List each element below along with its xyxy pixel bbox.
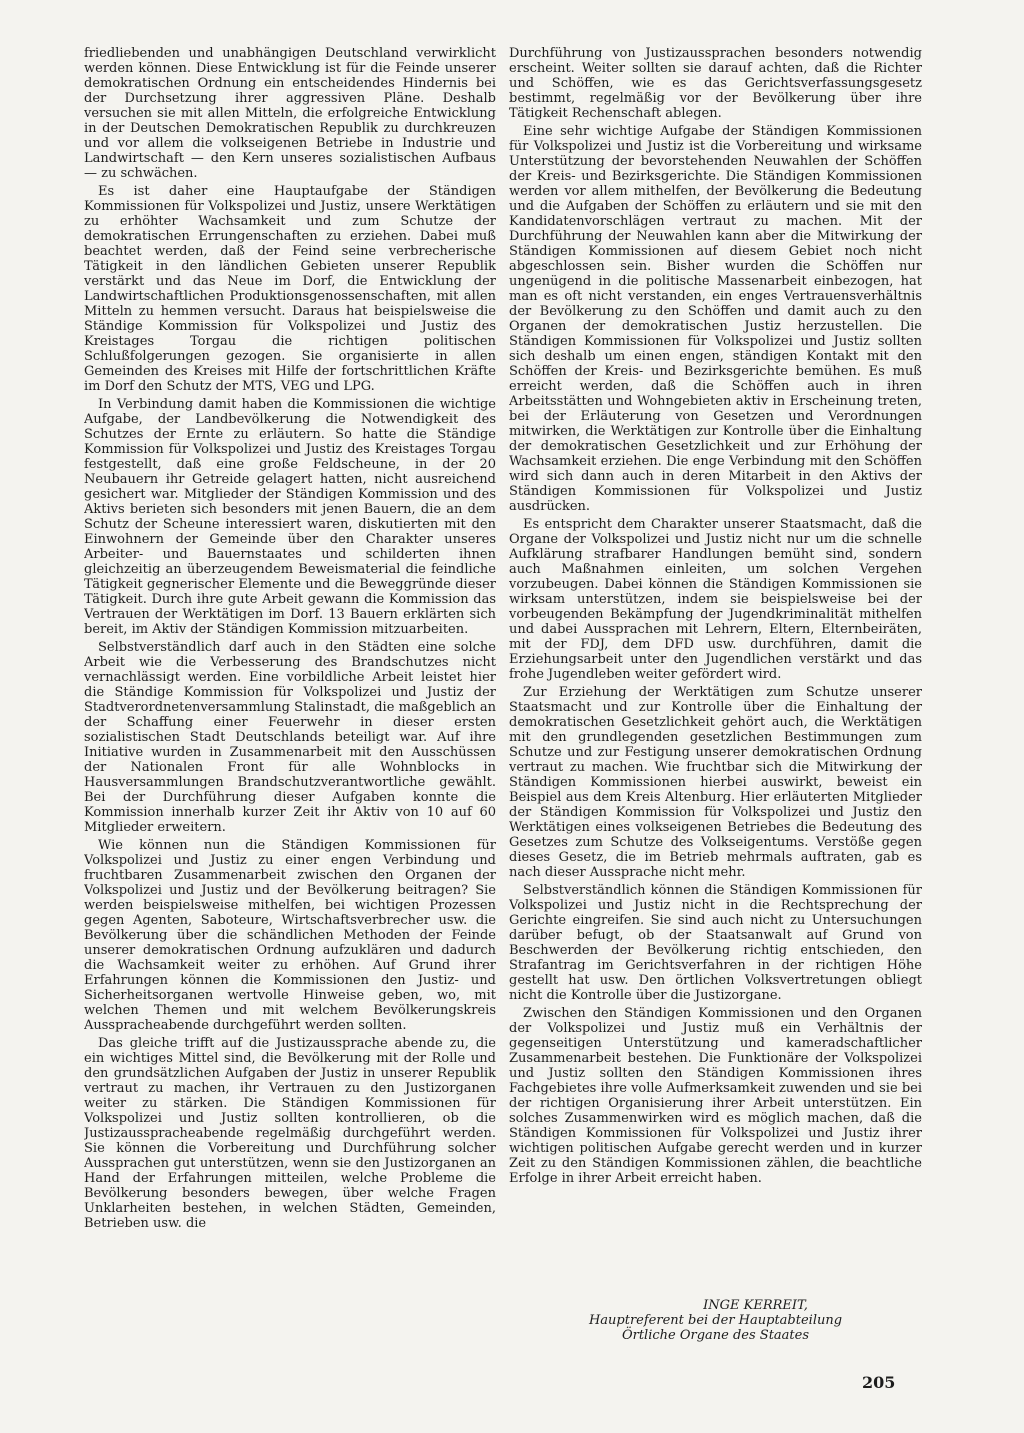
- paragraph: Selbstverständlich darf auch in den Städten eine solche Arbeit wie die Verbesserung des Brandschutzes nicht vernachlässigt werden. Eine vorbildliche Arbeit leistet hier die Ständige Kommission für Volkspolizei und Justiz der Stadtverordnetenversammlung Stalinstadt, die maßgeblich an der Schaffung einer Feuerwehr in dieser ersten sozialistischen Stadt Deutschlands beteiligt war. Auf ihre Initiative wurden in Zusammenarbeit mit den Ausschüssen der Nationalen Front für alle Wohnblocks in Hausversammlungen Brandschutzverantwortliche gewählt. Bei der Durchführung dieser Aufgaben konnte die Kommission innerhalb kurzer Zeit ihr Aktiv von 10 auf 60 Mitglieder erweitern.: [84, 640, 496, 835]
- paragraph: Das gleiche trifft auf die Justizaussprache abende zu, die ein wichtiges Mittel sind, die Bevölkerung mit der Rolle und den grundsätzlichen Aufgaben der Justiz in unserer Republik vertraut zu machen, ihr Vertrauen zu den Justizorganen weiter zu stärken. Die Ständigen Kommissionen für Volkspolizei und Justiz sollten kontrollieren, ob die Justizausspracheabende regelmäßig durchgeführt werden. Sie können die Vorbereitung und Durchführung solcher Aussprachen gut unterstützen, wenn sie den Justizorganen an Hand der Erfahrungen mitteilen, welche Probleme die Bevölkerung besonders bewegen, über welche Fragen Unklarheiten bestehen, in welchen Städten, Gemeinden, Betrieben usw. die: [84, 1036, 496, 1231]
- author-department: Örtliche Organe des Staates: [621, 1328, 810, 1343]
- paragraph: Eine sehr wichtige Aufgabe der Ständigen Kommissionen für Volkspolizei und Justiz ist die Vorbereitung und wirksame Unterstützung der bevorstehenden Neuwahlen der Schöffen der Kreis- und Bezirksgerichte. Die Ständigen Kommissionen werden vor allem mithelfen, der Bevölkerung die Bedeutung und die Aufgaben der Schöffen zu erläutern und sie mit den Kandidatenvorschlägen vertraut zu machen. Mit der Durchführung der Neuwahlen kann aber die Mitwirkung der Ständigen Kommissionen auf diesem Gebiet noch nicht abgeschlossen sein. Bisher wurden die Schöffen nur ungenügend in die politische Massenarbeit einbezogen, hat man es oft nicht verstanden, ein enges Vertrauensverhältnis der Bevölkerung zu den Schöffen und damit auch zu den Organen der demokratischen Justiz herzustellen. Die Ständigen Kommissionen für Volkspolizei und Justiz sollten sich deshalb um einen engen, ständigen Kontakt mit den Schöffen der Kreis- und Bezirksgerichte bemühen. Es muß erreicht werden, daß die Schöffen auch in ihren Arbeitsstätten und Wohngebieten aktiv in Erscheinung treten, bei der Erläuterung von Gesetzen und Verordnungen mitwirken, die Werktätigen zur Kontrolle über die Einhaltung der demokratischen Gesetzlichkeit und zur Erhöhung der Wachsamkeit erziehen. Die enge Verbindung mit den Schöffen wird sich dann auch in deren Mitarbeit in den Aktivs der Ständigen Kommissionen für Volkspolizei und Justiz ausdrücken.: [509, 124, 922, 514]
- paragraph: Durchführung von Justizaussprachen besonders notwendig erscheint. Weiter sollten sie darauf achten, daß die Richter und Schöffen, wie es das Gerichtsverfassungsgesetz bestimmt, regelmäßig vor der Bevölkerung über ihre Tätigkeit Rechenschaft ablegen.: [509, 46, 922, 121]
- paragraph: Zur Erziehung der Werktätigen zum Schutze unserer Staatsmacht und zur Kontrolle über die Einhaltung der demokratischen Gesetzlichkeit gehört auch, die Werktätigen mit den grundlegenden gesetzlichen Bestimmungen zum Schutze und zur Festigung unserer demokratischen Ordnung vertraut zu machen. Wie fruchtbar sich die Mitwirkung der Ständigen Kommissionen hierbei auswirkt, beweist ein Beispiel aus dem Kreis Altenburg. Hier erläuterten Mitglieder der Ständigen Kommission für Volkspolizei und Justiz den Werktätigen eines volkseigenen Betriebes die Bedeutung des Gesetzes zum Schutze des Volkseigentums. Verstöße gegen dieses Gesetz, die im Betrieb mehrmals auftraten, gab es nach dieser Aussprache nicht mehr.: [509, 685, 922, 880]
- paragraph: Es entspricht dem Charakter unserer Staatsmacht, daß die Organe der Volkspolizei und Justiz nicht nur um die schnelle Aufklärung strafbarer Handlungen bemüht sind, sondern auch Maßnahmen einleiten, um solchen Vergehen vorzubeugen. Dabei können die Ständigen Kommissionen sie wirksam unterstützen, indem sie beispielsweise bei der vorbeugenden Bekämpfung der Jugendkriminalität mithelfen und dabei Aussprachen mit Lehrern, Eltern, Elternbeiräten, mit der FDJ, dem DFD usw. durchführen, damit die Erziehungsarbeit unter den Jugendlichen verstärkt und das frohe Jugendleben weiter gefördert wird.: [509, 517, 922, 682]
- page-number: 205: [862, 1373, 896, 1392]
- paragraph: Wie können nun die Ständigen Kommissionen für Volkspolizei und Justiz zu einer engen Verbindung und fruchtbaren Zusammenarbeit zwischen den Organen der Volkspolizei und Justiz und der Bevölkerung beitragen? Sie werden beispielsweise mithelfen, bei wichtigen Prozessen gegen Agenten, Saboteure, Wirtschaftsverbrecher usw. die Bevölkerung über die schändlichen Methoden der Feinde unserer demokratischen Ordnung aufzuklären und dadurch die Wachsamkeit weiter zu erhöhen. Auf Grund ihrer Erfahrungen können die Kommissionen den Justiz- und Sicherheitsorganen wertvolle Hinweise geben, wo, mit welchen Themen und mit welchem Bevölkerungskreis Ausspracheabende durchgeführt werden sollten.: [84, 838, 496, 1033]
- left-column: [84, 46, 496, 1366]
- paragraph: Selbstverständlich können die Ständigen Kommissionen für Volkspolizei und Justiz nicht in die Rechtsprechung der Gerichte eingreifen. Sie sind auch nicht zu Untersuchungen darüber befugt, ob der Staatsanwalt auf Grund von Beschwerden der Bevölkerung richtig entschieden, den Strafantrag im Gerichtsverfahren in der richtigen Höhe gestellt hat usw. Den örtlichen Volksvertretungen obliegt nicht die Kontrolle über die Justizorgane.: [509, 883, 922, 1003]
- paragraph: Es ist daher eine Hauptaufgabe der Ständigen Kommissionen für Volkspolizei und Justiz, unsere Werktätigen zu erhöhter Wachsamkeit und zum Schutze der demokratischen Errungenschaften zu erziehen. Dabei muß beachtet werden, daß der Feind seine verbrecherische Tätigkeit in den ländlichen Gebieten unserer Republik verstärkt und das Neue im Dorf, die Entwicklung der Landwirtschaftlichen Produktionsgenossenschaften, mit allen Mitteln zu hemmen versucht. Daraus hat beispielsweise die Ständige Kommission für Volkspolizei und Justiz des Kreistages Torgau die richtigen politischen Schlußfolgerungen gezogen. Sie organisierte in allen Gemeinden des Kreises mit Hilfe der fortschrittlichen Kräfte im Dorf den Schutz der MTS, VEG und LPG.: [84, 184, 496, 394]
- author-name: INGE KERREIT,: [703, 1298, 808, 1313]
- author-title: Hauptreferent bei der Hauptabteilung: [588, 1313, 843, 1328]
- paragraph: friedliebenden und unabhängigen Deutschland verwirklicht werden können. Diese Entwicklung ist für die Feinde unserer demokratischen Ordnung ein entscheidendes Hindernis bei der Durchsetzung ihrer aggressiven Pläne. Deshalb versuchen sie mit allen Mitteln, die erfolgreiche Entwicklung in der Deutschen Demokratischen Republik zu durchkreuzen und vor allem die volkseigenen Betriebe in Industrie und Landwirtschaft — den Kern unseres sozialistischen Aufbaus — zu schwächen.: [84, 46, 496, 181]
- author-signature: [509, 1298, 922, 1343]
- right-column: [509, 46, 922, 1366]
- paragraph: Zwischen den Ständigen Kommissionen und den Organen der Volkspolizei und Justiz muß ein Verhältnis der gegenseitigen Unterstützung und kameradschaftlicher Zusammenarbeit bestehen. Die Funktionäre der Volkspolizei und Justiz sollten den Ständigen Kommissionen ihres Fachgebietes ihre volle Aufmerksamkeit zuwenden und sie bei der richtigen Organisierung ihrer Arbeit unterstützen. Ein solches Zusammenwirken wird es möglich machen, daß die Ständigen Kommissionen für Volkspolizei und Justiz ihrer wichtigen politischen Aufgabe gerecht werden und in kurzer Zeit zu den Ständigen Kommissionen zählen, die beachtliche Erfolge in ihrer Arbeit erreicht haben.: [509, 1006, 922, 1186]
- paragraph: In Verbindung damit haben die Kommissionen die wichtige Aufgabe, der Landbevölkerung die Notwendigkeit des Schutzes der Ernte zu erläutern. So hatte die Ständige Kommission für Volkspolizei und Justiz des Kreistages Torgau festgestellt, daß eine große Feldscheune, in der 20 Neubauern ihr Getreide gelagert hatten, nicht ausreichend gesichert war. Mitglieder der Ständigen Kommission und des Aktivs berieten sich besonders mit jenen Bauern, die an dem Schutz der Scheune interessiert waren, diskutierten mit den Einwohnern der Gemeinde über den Charakter unseres Arbeiter- und Bauernstaates und schilderten ihnen gleichzeitig an überzeugendem Beweismaterial die feindliche Tätigkeit gegnerischer Elemente und die Beweggründe dieser Tätigkeit. Durch ihre gute Arbeit gewann die Kommission das Vertrauen der Werktätigen im Dorf. 13 Bauern erklärten sich bereit, im Aktiv der Ständigen Kommission mitzuarbeiten.: [84, 397, 496, 637]
